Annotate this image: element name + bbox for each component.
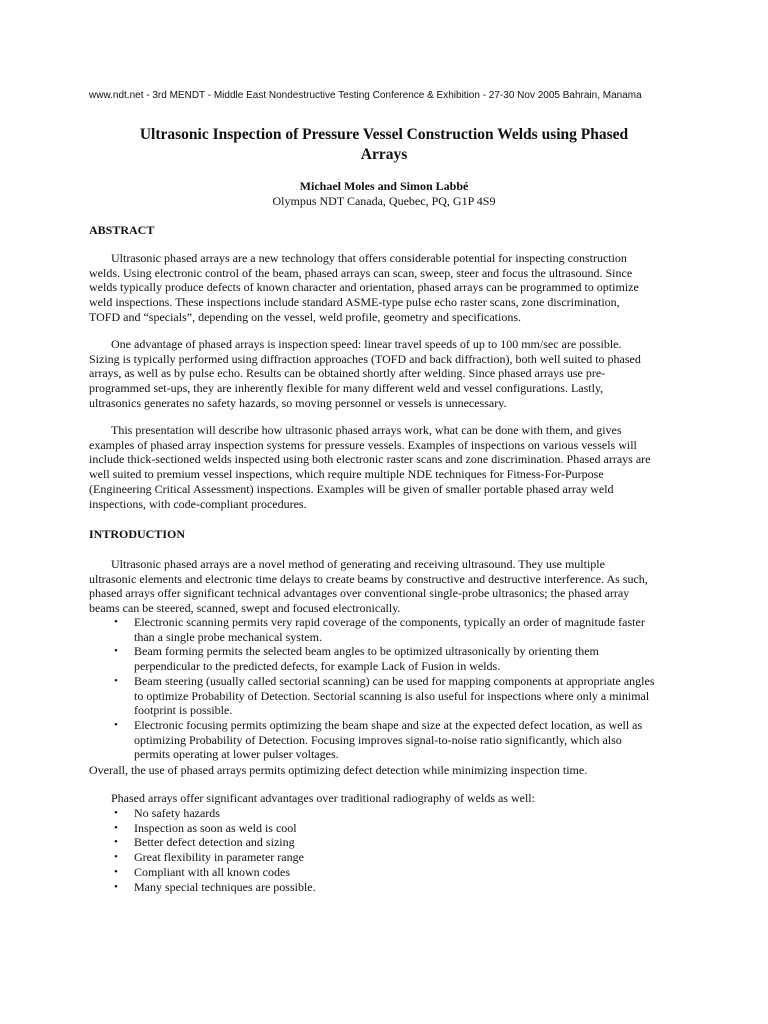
- bullet-icon: •: [114, 616, 118, 628]
- text-line: phased arrays offer significant technical advantages over conventional single-probe ultrasonics; the phased array: [89, 586, 630, 601]
- bullet-icon: •: [114, 718, 118, 731]
- text-line: Ultrasonic phased arrays are a novel method of generating and receiving ultrasound. They use multiple: [111, 557, 605, 571]
- list-item: [89, 674, 689, 718]
- abstract-paragraph-1: [89, 251, 674, 325]
- bullet-icon: •: [114, 674, 118, 687]
- text-line: beams can be steered, scanned, swept and focused electronically.: [89, 601, 401, 616]
- text-line: Ultrasonic phased arrays are a new technology that offers considerable potential for inspecting construction: [111, 251, 627, 265]
- text-line: Sizing is typically performed using diffraction approaches (TOFD and back diffraction), both well suited to phased: [89, 351, 641, 366]
- author-names: Michael Moles and Simon Labbé: [299, 179, 469, 193]
- text-line: One advantage of phased arrays is inspection speed: linear travel speeds of up to 100 mm/sec are possible.: [111, 337, 622, 351]
- radiography-intro: [89, 791, 674, 806]
- bullet-icon: •: [114, 851, 118, 864]
- list-item: [89, 850, 689, 865]
- text-line: examples of phased array inspection systems for pressure vessels. Examples of inspections on various vessels will: [89, 437, 637, 452]
- abstract-paragraph-3: [89, 423, 674, 511]
- text-line: ultrasonic elements and electronic time delays to create beams by constructive and destructive interference. As such,: [89, 571, 648, 586]
- text-line: weld inspections. These inspections include standard ASME-type pulse echo raster scans, zone discrimination,: [89, 295, 620, 310]
- list-item: [89, 880, 689, 895]
- list-item: [89, 865, 689, 880]
- benefits-bullet-list: [89, 615, 689, 762]
- text-line: Great flexibility in parameter range: [134, 850, 304, 865]
- bullet-icon: •: [114, 821, 118, 834]
- text-line: optimizing Probability of Detection. Focusing improves signal-to-noise ratio significantly, which also: [134, 732, 622, 747]
- overall-sentence: [89, 763, 674, 778]
- text-line: welds. Using electronic control of the beam, phased arrays can scan, sweep, steer and focus the ultrasound. Since: [89, 265, 633, 280]
- text-line: Inspection as soon as weld is cool: [134, 820, 297, 835]
- list-item: [89, 821, 689, 836]
- text-line: Phased arrays offer significant advantages over traditional radiography of welds as well:: [111, 791, 535, 805]
- text-line: Overall, the use of phased arrays permits optimizing defect detection while minimizing inspection time.: [89, 763, 588, 777]
- bullet-icon: •: [114, 645, 118, 658]
- title-line-2: Arrays: [360, 146, 408, 163]
- text-line: (Engineering Critical Assessment) inspections. Examples will be given of smaller portable phased array weld: [89, 481, 614, 496]
- text-line: TOFD and “specials”, depending on the vessel, weld profile, geometry and specifications.: [89, 309, 521, 324]
- text-line: include thick-sectioned welds inspected using both electronic raster scans and zone discrimination. Phased arrays are: [89, 452, 651, 467]
- conference-header: www.ndt.net - 3rd MENDT - Middle East Nondestructive Testing Conference & Exhibition - 27-30 Nov 2005 Bahrain, Manama: [89, 90, 642, 101]
- bullet-icon: •: [114, 865, 118, 878]
- list-item: [89, 806, 689, 821]
- text-line: Better defect detection and sizing: [134, 835, 295, 850]
- introduction-heading: INTRODUCTION: [89, 527, 186, 541]
- text-line: inspections, with code-compliant procedures.: [89, 496, 307, 511]
- text-line: Electronic focusing permits optimizing the beam shape and size at the expected defect location, as well as: [134, 717, 643, 732]
- text-line: Electronic scanning permits very rapid coverage of the components, typically an order of magnitude faster: [134, 615, 645, 629]
- bullet-icon: •: [114, 880, 118, 893]
- text-line: programmed set-ups, they are inherently flexible for many different weld and vessel configurations. Lastly,: [89, 381, 604, 396]
- abstract-heading: ABSTRACT: [89, 223, 155, 237]
- text-line: permits operating at lower pulser voltages.: [134, 747, 339, 762]
- text-line: welds typically produce defects of known character and orientation, phased arrays can be programmed to optimize: [89, 280, 639, 295]
- list-item: [89, 644, 689, 673]
- text-line: footprint is possible.: [134, 703, 233, 718]
- author-block: [80, 179, 688, 209]
- author-affiliation: Olympus NDT Canada, Quebec, PQ, G1P 4S9: [272, 194, 496, 208]
- text-line: Compliant with all known codes: [134, 864, 290, 879]
- text-line: Beam steering (usually called sectorial scanning) can be used for mapping components at appropriate angles: [134, 673, 655, 688]
- text-line: than a single probe mechanical system.: [134, 629, 322, 644]
- paper-title: [80, 125, 688, 165]
- introduction-paragraph: [89, 557, 674, 616]
- bullet-icon: •: [114, 807, 118, 819]
- advantages-bullet-list: [89, 806, 689, 894]
- text-line: Beam forming permits the selected beam angles to be optimized ultrasonically by orienting them: [134, 644, 599, 659]
- title-line-1: Ultrasonic Inspection of Pressure Vessel Construction Welds using Phased: [139, 126, 629, 143]
- text-line: perpendicular to the predicted defects, for example Lack of Fusion in welds.: [134, 659, 501, 674]
- text-line: No safety hazards: [134, 806, 220, 820]
- text-line: arrays, as well as by pulse echo. Results can be obtained shortly after welding. Since phased arrays use pre-: [89, 366, 606, 381]
- list-item: [89, 718, 689, 762]
- list-item: [89, 835, 689, 850]
- text-line: Many special techniques are possible.: [134, 879, 316, 894]
- text-line: ultrasonics generates no safety hazards, so moving personnel or vessels is unnecessary.: [89, 395, 507, 410]
- text-line: well suited to premium vessel inspections, which require multiple NDE techniques for Fitness-For-Purpose: [89, 467, 604, 482]
- text-line: This presentation will describe how ultrasonic phased arrays work, what can be done with them, and gives: [111, 423, 622, 437]
- text-line: to optimize Probability of Detection. Sectorial scanning is also useful for inspections where only a minimal: [134, 688, 650, 703]
- abstract-paragraph-2: [89, 337, 674, 411]
- list-item: [89, 615, 689, 644]
- bullet-icon: •: [114, 836, 118, 849]
